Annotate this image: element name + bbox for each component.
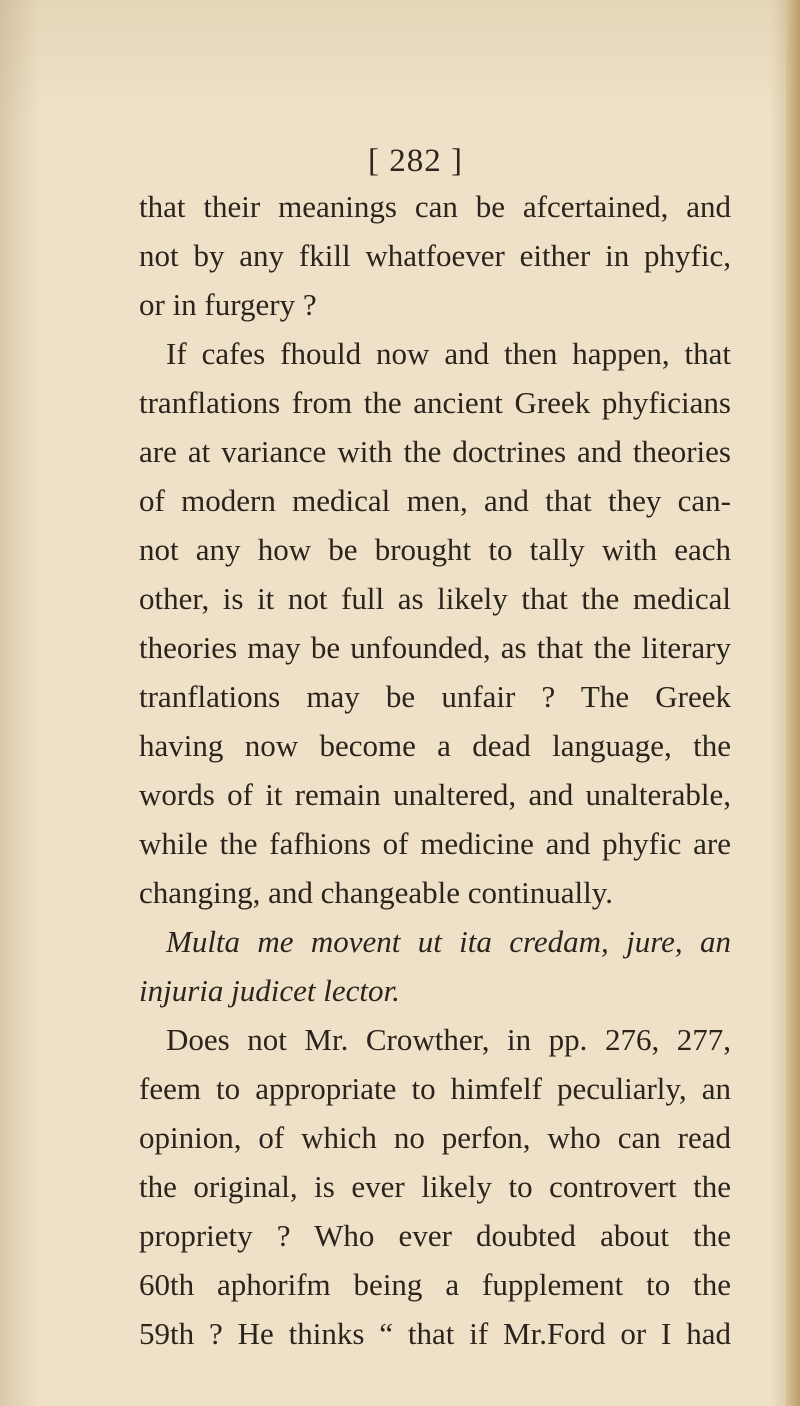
text-line: the original, is ever likely to controvert the — [139, 1169, 731, 1204]
text-line: other, is it not full as likely that the medical — [139, 581, 731, 616]
text-line: changing, and changeable continually. — [139, 875, 614, 910]
text-line: Does not Mr. Crowther, in pp. 276, 277, — [166, 1022, 731, 1057]
text-line: opinion, of which no perfon, who can read — [139, 1120, 731, 1155]
text-line: not by any fkill whatfoever either in phyfic, — [139, 238, 731, 273]
text-line: tranflations from the ancient Greek phyficians — [139, 385, 731, 420]
page-number: [ 282 ] — [368, 143, 463, 179]
latin-quote-line: Multa me movent ut ita credam, jure, an — [166, 924, 731, 959]
text-line: 59th ? He thinks “ that if Mr.Ford or I had — [139, 1316, 731, 1351]
text-line: not any how be brought to tally with each — [139, 532, 731, 567]
text-line: theories may be unfounded, as that the literary — [139, 630, 731, 665]
text-line: propriety ? Who ever doubted about the — [139, 1218, 731, 1253]
text-line: having now become a dead language, the — [139, 728, 731, 763]
text-line: of modern medical men, and that they can- — [139, 483, 731, 518]
text-line: feem to appropriate to himfelf peculiarly, an — [139, 1071, 731, 1106]
text-line: words of it remain unaltered, and unalterable, — [139, 777, 731, 812]
text-line: that their meanings can be afcertained, and — [139, 189, 731, 224]
latin-quote-line: injuria judicet lector. — [139, 973, 400, 1008]
text-line: or in furgery ? — [139, 287, 317, 322]
text-line: while the fafhions of medicine and phyfic are — [139, 826, 731, 861]
text-line: tranflations may be unfair ? The Greek — [139, 679, 731, 714]
page-edge — [786, 0, 800, 1406]
text-line: 60th aphorifm being a fupplement to the — [139, 1267, 731, 1302]
text-line: are at variance with the doctrines and theories — [139, 434, 731, 469]
text-line: If cafes fhould now and then happen, that — [166, 336, 731, 371]
